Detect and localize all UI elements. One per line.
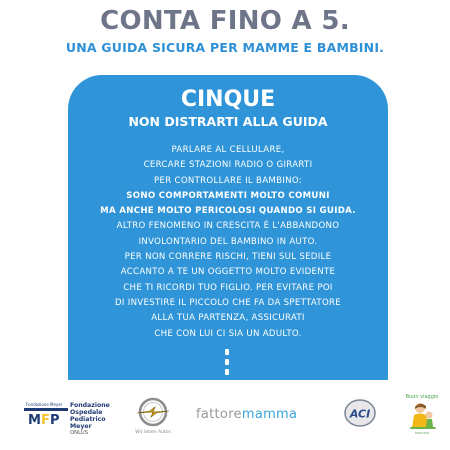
body-line: PARLARE AL CELLULARE, bbox=[171, 145, 285, 155]
body-line: CERCARE STAZIONI RADIO O GIRARTI bbox=[143, 160, 313, 171]
sponsor-logos bbox=[0, 392, 450, 440]
meyer-line: Ospedale bbox=[70, 409, 103, 416]
page-title: CONTA FINO A 5. bbox=[100, 6, 350, 36]
road-lane-marking bbox=[225, 349, 229, 380]
body-line: INVOLONTARIO DEL BAMBINO IN AUTO. bbox=[138, 236, 318, 247]
body-line: CHE CON LUI CI SIA UN ADULTO. bbox=[154, 328, 302, 339]
svg-text:F: F bbox=[41, 413, 50, 428]
meyer-foundation-logo bbox=[24, 402, 114, 436]
meyer-caption: Fondazione Meyer bbox=[26, 402, 63, 407]
card-body bbox=[68, 143, 388, 342]
buon-viaggio-title: Buon viaggio bbox=[405, 394, 439, 400]
buon-viaggio-tagline: mamma bbox=[414, 431, 430, 435]
body-line: PER CONTROLLARE IL BAMBINO: bbox=[154, 175, 302, 186]
meyer-line: Fondazione bbox=[70, 402, 110, 409]
aci-logo-icon bbox=[343, 398, 377, 428]
road-dash bbox=[225, 369, 229, 375]
body-line: CHE TI RICORDI TUO FIGLIO. PER EVITARE POI bbox=[123, 282, 333, 293]
opel-logo bbox=[133, 396, 173, 436]
card-subtitle: NON DISTRARTI ALLA GUIDA bbox=[128, 114, 328, 129]
body-line-emphasis: MA ANCHE MOLTO PERICOLOSI QUANDO SI GUIDA. bbox=[100, 206, 356, 217]
svg-text:M: M bbox=[28, 413, 41, 428]
body-line: ACCANTO A TE UN OGGETTO MOLTO EVIDENTE bbox=[120, 267, 336, 278]
opel-logo-icon bbox=[133, 396, 173, 430]
meyer-wordmark bbox=[70, 402, 120, 437]
svg-text:ACI: ACI bbox=[349, 407, 371, 421]
body-line: ALLA TUA PARTENZA, ASSICURATI bbox=[151, 313, 305, 324]
svg-text:P: P bbox=[50, 413, 60, 428]
road-dash bbox=[225, 359, 229, 365]
fattoremamma-logo bbox=[196, 407, 297, 422]
aci-logo bbox=[343, 398, 377, 428]
meyer-onlus: ONLUS bbox=[70, 430, 89, 436]
meyer-mark-icon bbox=[24, 404, 68, 428]
info-card bbox=[68, 75, 388, 380]
mother-child-icon bbox=[402, 400, 442, 432]
meyer-line: Meyer bbox=[70, 423, 92, 430]
body-line-emphasis: SONO COMPORTAMENTI MOLTO COMUNI bbox=[126, 190, 330, 201]
opel-tagline: Wir leben Autos bbox=[135, 430, 171, 435]
meyer-line: Pediatrico bbox=[70, 416, 106, 423]
page-subtitle: UNA GUIDA SICURA PER MAMME E BAMBINI. bbox=[65, 40, 385, 55]
fattoremamma-part2: mamma bbox=[241, 407, 298, 422]
fattoremamma-part1: fattore bbox=[196, 407, 242, 422]
body-line: ALTRO FENOMENO IN CRESCITA È L'ABBANDONO bbox=[116, 221, 340, 232]
buon-viaggio-logo bbox=[402, 394, 442, 438]
body-line: PER NON CORRERE RISCHI, TIENI SUL SEDILE bbox=[124, 252, 332, 263]
body-line: DI INVESTIRE IL PICCOLO CHE FA DA SPETTATORE bbox=[114, 297, 342, 308]
road-dash bbox=[225, 349, 229, 355]
card-title: CINQUE bbox=[180, 87, 276, 112]
